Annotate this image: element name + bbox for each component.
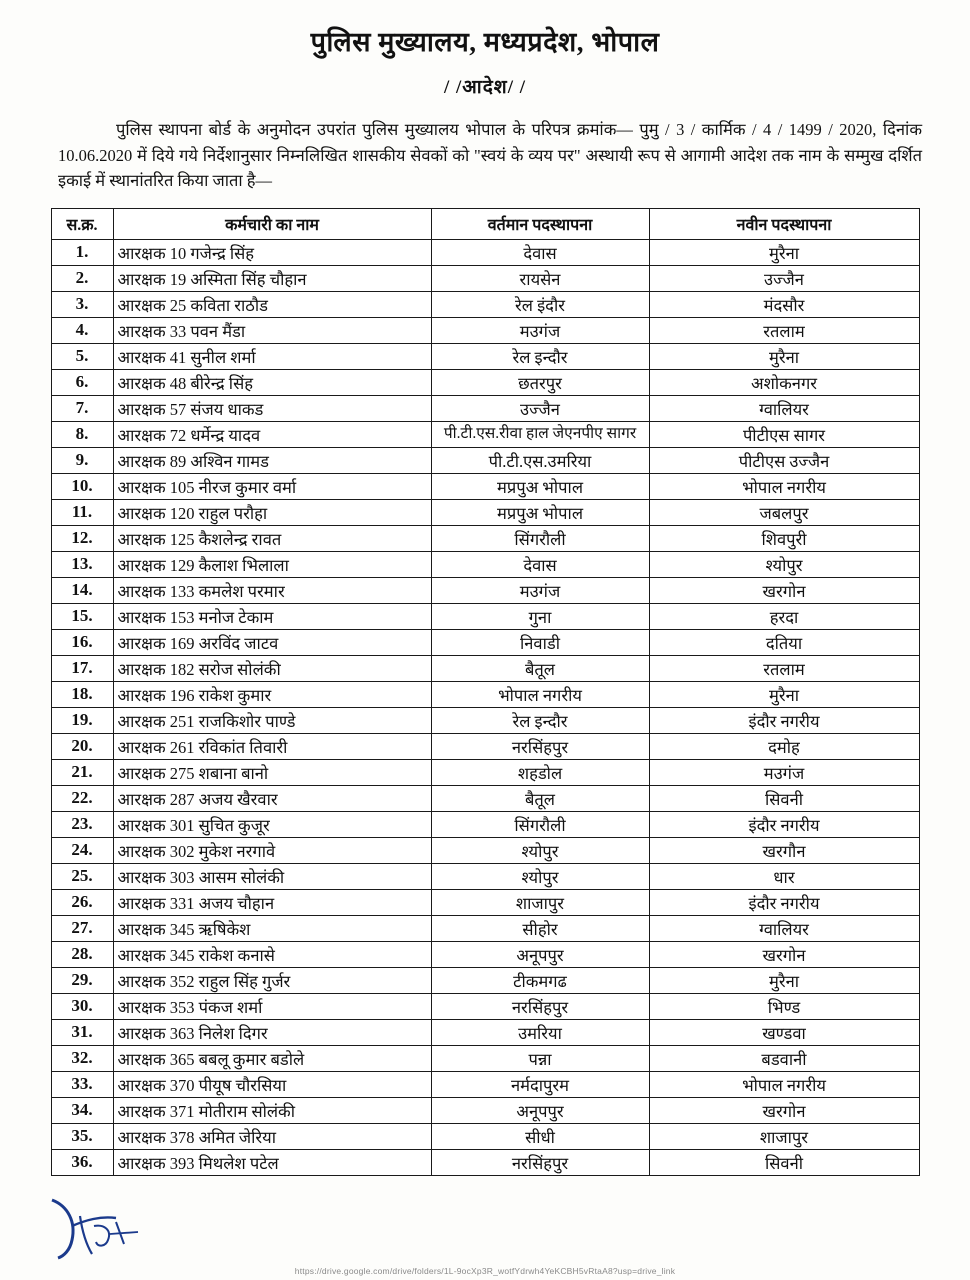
cell-current-posting: पी.टी.एस.उमरिया [431,447,649,473]
cell-employee-name: आरक्षक 182 सरोज सोलंकी [113,655,431,681]
cell-current-posting: उज्जैन [431,395,649,421]
table-row [51,473,919,499]
cell-new-posting: शाजापुर [649,1123,919,1149]
cell-current-posting: देवास [431,551,649,577]
cell-sno: 28. [51,941,113,967]
cell-new-posting: सिवनी [649,785,919,811]
order-paragraph: पुलिस स्थापना बोर्ड के अनुमोदन उपरांत पुलिस मुख्यालय भोपाल के परिपत्र क्रमांक— पुमु / 3 / कार्मिक / 4 / 1499 / 2020, दिनांक 10.06.2020 में दिये गये निर्देशानुसार निम्नलिखित शासकीय सेवकों को "स्वयं के व्यय पर" अस्थायी रूप से आगामी आदेश तक नाम के सम्मुख दर्शित इकाई में स्थानांतरित किया जाता है— [58,120,922,191]
cell-current-posting: देवास [431,239,649,265]
cell-sno: 3. [51,291,113,317]
cell-current-posting: मप्रपुअ भोपाल [431,473,649,499]
cell-new-posting: खण्डवा [649,1019,919,1045]
cell-sno: 14. [51,577,113,603]
cell-sno: 34. [51,1097,113,1123]
cell-sno: 7. [51,395,113,421]
cell-employee-name: आरक्षक 133 कमलेश परमार [113,577,431,603]
table-row [51,291,919,317]
table-row [51,577,919,603]
cell-sno: 11. [51,499,113,525]
cell-sno: 17. [51,655,113,681]
table-row [51,707,919,733]
cell-employee-name: आरक्षक 331 अजय चौहान [113,889,431,915]
cell-new-posting: मुरैना [649,239,919,265]
cell-employee-name: आरक्षक 169 अरविंद जाटव [113,629,431,655]
cell-new-posting: ग्वालियर [649,395,919,421]
table-row [51,343,919,369]
cell-new-posting: भिण्ड [649,993,919,1019]
cell-current-posting: नरसिंहपुर [431,733,649,759]
cell-employee-name: आरक्षक 371 मोतीराम सोलंकी [113,1097,431,1123]
table-row [51,421,919,447]
cell-employee-name: आरक्षक 275 शबाना बानो [113,759,431,785]
cell-sno: 25. [51,863,113,889]
table-row [51,239,919,265]
cell-current-posting: रेल इन्दौर [431,707,649,733]
cell-employee-name: आरक्षक 251 राजकिशोर पाण्डे [113,707,431,733]
cell-employee-name: आरक्षक 33 पवन मैंडा [113,317,431,343]
cell-current-posting: सीधी [431,1123,649,1149]
cell-new-posting: खरगोन [649,577,919,603]
cell-employee-name: आरक्षक 378 अमित जेरिया [113,1123,431,1149]
cell-current-posting: रेल इन्दौर [431,343,649,369]
table-row [51,265,919,291]
table-header-row [51,208,919,239]
cell-employee-name: आरक्षक 25 कविता राठौड [113,291,431,317]
cell-employee-name: आरक्षक 105 नीरज कुमार वर्मा [113,473,431,499]
cell-new-posting: इंदौर नगरीय [649,707,919,733]
table-row [51,499,919,525]
transfer-table [51,208,920,1176]
cell-new-posting: खरगोन [649,1097,919,1123]
cell-employee-name: आरक्षक 10 गजेन्द्र सिंह [113,239,431,265]
table-row [51,603,919,629]
cell-sno: 4. [51,317,113,343]
cell-employee-name: आरक्षक 302 मुकेश नरगावे [113,837,431,863]
cell-employee-name: आरक्षक 345 ऋषिकेश [113,915,431,941]
cell-employee-name: आरक्षक 153 मनोज टेकाम [113,603,431,629]
cell-new-posting: जबलपुर [649,499,919,525]
cell-current-posting: नरसिंहपुर [431,1149,649,1175]
cell-current-posting: शहडोल [431,759,649,785]
cell-employee-name: आरक्षक 129 कैलाश भिलाला [113,551,431,577]
cell-employee-name: आरक्षक 57 संजय धाकड [113,395,431,421]
cell-sno: 18. [51,681,113,707]
cell-current-posting: पन्ना [431,1045,649,1071]
table-row [51,785,919,811]
cell-current-posting: अनूपपुर [431,941,649,967]
cell-current-posting: रेल इंदौर [431,291,649,317]
table-row [51,993,919,1019]
column-header-sno: स.क्र. [51,208,113,239]
cell-new-posting: श्योपुर [649,551,919,577]
cell-sno: 15. [51,603,113,629]
cell-employee-name: आरक्षक 19 अस्मिता सिंह चौहान [113,265,431,291]
cell-current-posting: नर्मदापुरम [431,1071,649,1097]
cell-current-posting: मउगंज [431,317,649,343]
table-row [51,317,919,343]
cell-new-posting: मउगंज [649,759,919,785]
cell-current-posting: निवाडी [431,629,649,655]
cell-current-posting: रायसेन [431,265,649,291]
cell-employee-name: आरक्षक 261 रविकांत तिवारी [113,733,431,759]
cell-current-posting: पी.टी.एस.रीवा हाल जेएनपीए सागर [431,421,649,447]
cell-current-posting: बैतूल [431,785,649,811]
cell-sno: 26. [51,889,113,915]
cell-sno: 20. [51,733,113,759]
table-row [51,447,919,473]
cell-sno: 1. [51,239,113,265]
cell-new-posting: पीटीएस उज्जैन [649,447,919,473]
cell-new-posting: भोपाल नगरीय [649,1071,919,1097]
table-row [51,759,919,785]
table-row [51,837,919,863]
cell-sno: 29. [51,967,113,993]
cell-sno: 8. [51,421,113,447]
cell-sno: 32. [51,1045,113,1071]
cell-employee-name: आरक्षक 196 राकेश कुमार [113,681,431,707]
cell-sno: 35. [51,1123,113,1149]
cell-employee-name: आरक्षक 301 सुचित कुजूर [113,811,431,837]
cell-new-posting: उज्जैन [649,265,919,291]
cell-current-posting: भोपाल नगरीय [431,681,649,707]
cell-sno: 9. [51,447,113,473]
cell-employee-name: आरक्षक 393 मिथलेश पटेल [113,1149,431,1175]
cell-sno: 23. [51,811,113,837]
cell-current-posting: छतरपुर [431,369,649,395]
column-header-name: कर्मचारी का नाम [113,208,431,239]
cell-current-posting: गुना [431,603,649,629]
cell-sno: 16. [51,629,113,655]
cell-sno: 31. [51,1019,113,1045]
cell-new-posting: दमोह [649,733,919,759]
cell-sno: 22. [51,785,113,811]
cell-sno: 36. [51,1149,113,1175]
cell-current-posting: मप्रपुअ भोपाल [431,499,649,525]
table-row [51,863,919,889]
cell-sno: 33. [51,1071,113,1097]
cell-new-posting: खरगोन [649,941,919,967]
cell-current-posting: टीकमगढ [431,967,649,993]
cell-current-posting: सिंगरौली [431,811,649,837]
cell-new-posting: बडवानी [649,1045,919,1071]
cell-current-posting: मउगंज [431,577,649,603]
cell-employee-name: आरक्षक 370 पीयूष चौरसिया [113,1071,431,1097]
column-header-new-posting: नवीन पदस्थापना [649,208,919,239]
cell-sno: 5. [51,343,113,369]
table-row [51,681,919,707]
cell-employee-name: आरक्षक 89 अश्विन गामड [113,447,431,473]
cell-new-posting: मुरैना [649,967,919,993]
cell-new-posting: रतलाम [649,655,919,681]
cell-sno: 13. [51,551,113,577]
cell-current-posting: शाजापुर [431,889,649,915]
cell-sno: 2. [51,265,113,291]
footer-url: https://drive.google.com/drive/folders/1L-9ocXp3R_wotfYdrwh4YeKCBH5vRtaA8?usp=drive_link [294,1266,676,1276]
cell-sno: 10. [51,473,113,499]
table-row [51,1071,919,1097]
page-title: पुलिस मुख्यालय, मध्यप्रदेश, भोपाल [310,27,660,57]
table-row [51,733,919,759]
cell-new-posting: हरदा [649,603,919,629]
cell-new-posting: दतिया [649,629,919,655]
cell-sno: 12. [51,525,113,551]
table-row [51,1045,919,1071]
cell-new-posting: पीटीएस सागर [649,421,919,447]
cell-employee-name: आरक्षक 303 आसम सोलंकी [113,863,431,889]
order-heading: / /आदेश/ / [443,77,527,98]
table-row [51,1123,919,1149]
cell-employee-name: आरक्षक 287 अजय खैरवार [113,785,431,811]
cell-new-posting: मुरैना [649,343,919,369]
cell-new-posting: इंदौर नगरीय [649,811,919,837]
table-row [51,551,919,577]
table-row [51,811,919,837]
table-row [51,1097,919,1123]
table-row [51,915,919,941]
cell-current-posting: बैतूल [431,655,649,681]
cell-new-posting: रतलाम [649,317,919,343]
table-row [51,967,919,993]
cell-new-posting: शिवपुरी [649,525,919,551]
cell-employee-name: आरक्षक 125 कैशलेन्द्र रावत [113,525,431,551]
cell-current-posting: नरसिंहपुर [431,993,649,1019]
cell-sno: 19. [51,707,113,733]
cell-current-posting: श्योपुर [431,863,649,889]
cell-employee-name: आरक्षक 345 राकेश कनासे [113,941,431,967]
cell-new-posting: मुरैना [649,681,919,707]
table-row [51,941,919,967]
table-row [51,369,919,395]
cell-new-posting: भोपाल नगरीय [649,473,919,499]
cell-current-posting: सिंगरौली [431,525,649,551]
column-header-current-posting: वर्तमान पदस्थापना [431,208,649,239]
cell-employee-name: आरक्षक 353 पंकज शर्मा [113,993,431,1019]
cell-sno: 30. [51,993,113,1019]
table-row [51,1019,919,1045]
cell-new-posting: सिवनी [649,1149,919,1175]
table-row [51,889,919,915]
cell-new-posting: मंदसौर [649,291,919,317]
cell-employee-name: आरक्षक 120 राहुल परौहा [113,499,431,525]
cell-sno: 27. [51,915,113,941]
table-row [51,629,919,655]
cell-current-posting: सीहोर [431,915,649,941]
cell-employee-name: आरक्षक 363 निलेश दिगर [113,1019,431,1045]
cell-new-posting: अशोकनगर [649,369,919,395]
cell-new-posting: इंदौर नगरीय [649,889,919,915]
signature [46,1196,196,1262]
cell-sno: 21. [51,759,113,785]
cell-new-posting: धार [649,863,919,889]
cell-new-posting: खरगौन [649,837,919,863]
cell-current-posting: अनूपपुर [431,1097,649,1123]
table-row [51,525,919,551]
cell-employee-name: आरक्षक 365 बबलू कुमार बडोले [113,1045,431,1071]
cell-employee-name: आरक्षक 352 राहुल सिंह गुर्जर [113,967,431,993]
table-row [51,1149,919,1175]
cell-sno: 24. [51,837,113,863]
cell-new-posting: ग्वालियर [649,915,919,941]
cell-sno: 6. [51,369,113,395]
cell-employee-name: आरक्षक 41 सुनील शर्मा [113,343,431,369]
cell-current-posting: श्योपुर [431,837,649,863]
cell-current-posting: उमरिया [431,1019,649,1045]
cell-employee-name: आरक्षक 48 बीरेन्द्र सिंह [113,369,431,395]
cell-employee-name: आरक्षक 72 धर्मेन्द्र यादव [113,421,431,447]
table-row [51,655,919,681]
table-row [51,395,919,421]
